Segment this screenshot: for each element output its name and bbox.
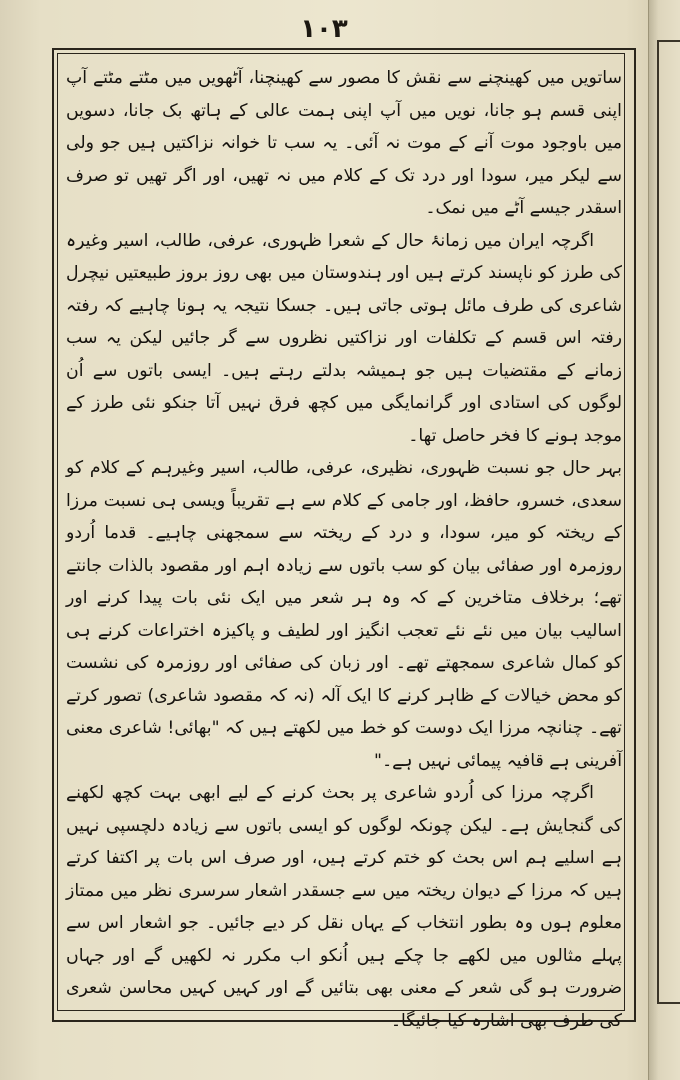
adjacent-page-edge xyxy=(648,0,680,1080)
paragraph: بہر حال جو نسبت ظہوری، نظیری، عرفی، طالب، اسیر وغیرہم کے کلام کو سعدی، خسرو، حافظ، اور جامی کے کلام سے ہے تقریباً ویسی ہی نسبت مرزا کے ریختہ کو میر، سودا، و درد کے ریختہ سے سمجھنی چاہیے۔ قدما اُردو روزمرہ اور صفائی بیان کو سب باتوں سے زیادہ اہم اور مقصود بالذات جانتے تھے؛ برخلاف متاخرین کے کہ وہ ہر شعر میں ایک نئی بات پیدا کرنے اور اسالیب بیان میں نئے نئے تعجب انگیز اور لطیف و پاکیزہ اختراعات کرنے ہی کو کمال شاعری سمجھتے تھے۔ اور زبان کی صفائی اور روزمرہ کی نشست کو محض خیالات کے ظاہر کرنے کا ایک آلہ (نہ کہ مقصود شاعری) تصور کرتے تھے۔ چنانچہ مرزا ایک دوست کو خط میں لکھتے ہیں کہ "بھائی! شاعری معنی آفرینی ہے قافیہ پیمائی نہیں ہے۔" xyxy=(66,458,622,771)
body-text xyxy=(66,62,622,1031)
paragraph: اگرچہ ایران میں زمانۂ حال کے شعرا ظہوری، عرفی، طالب، اسیر وغیرہ کی طرز کو ناپسند کرتے ہیں اور ہندوستان میں بھی روز بروز طبیعتیں نیچرل شاعری کی طرف مائل ہوتی جاتی ہیں۔ جسکا نتیجہ یہ ہونا چاہیے کہ رفتہ رفتہ اس قسم کے تکلفات اور نزاکتیں نظروں سے گر جائیں لیکن یہ سب زمانے کے مقتضیات ہیں جو ہمیشہ بدلتے رہتے ہیں۔ ایسی باتوں سے اُن لوگوں کی استادی اور گرانمایگی میں کچھ فرق نہیں آتا جنکو نئی طرز کے موجد ہونے کا فخر حاصل تھا۔ xyxy=(66,230,622,446)
adjacent-page-frame xyxy=(657,40,680,1004)
paragraph: اگرچہ مرزا کی اُردو شاعری پر بحث کرنے کے لیے ابھی بہت کچھ لکھنے کی گنجایش ہے۔ لیکن چونکہ لوگوں کو ایسی باتوں سے زیادہ دلچسپی نہیں ہے اسلیے ہم اس بحث کو ختم کرتے ہیں، اور صرف اس بات پر اکتفا کرتے ہیں کہ مرزا کے دیوان ریختہ میں سے جسقدر اشعار سرسری نظر میں ممتاز معلوم ہوں وہ بطور انتخاب کے یہاں نقل کر دیے جائیں۔ جو اشعار اس سے پہلے مثالوں میں لکھے جا چکے ہیں اُنکو اب مکرر نہ لکھیں گے اور جہاں ضرورت ہو گی شعر کے معنی بھی بتائیں گے اور کہیں کہیں محاسن شعری کی طرف بھی اشارہ کیا جائیگا۔ xyxy=(66,783,622,1031)
paragraph: ساتویں میں کھینچنے سے نقش کا مصور سے کھینچنا، آٹھویں میں مٹتے مٹتے آپ اپنی قسم ہو جانا، نویں میں آپ اپنی ہمت عالی کے ہاتھ بک جانا، دسویں میں باوجود موت آنے کے موت نہ آئی۔ یہ سب تا خوانہ نزاکتیں ہیں جو ولی سے لیکر میر، سودا اور درد تک کے کلام میں نہ تھیں، اور اگر تھیں تو صرف اسقدر جیسے آٹے میں نمک۔ xyxy=(66,68,622,218)
page-number: ١٠٣ xyxy=(300,14,348,44)
